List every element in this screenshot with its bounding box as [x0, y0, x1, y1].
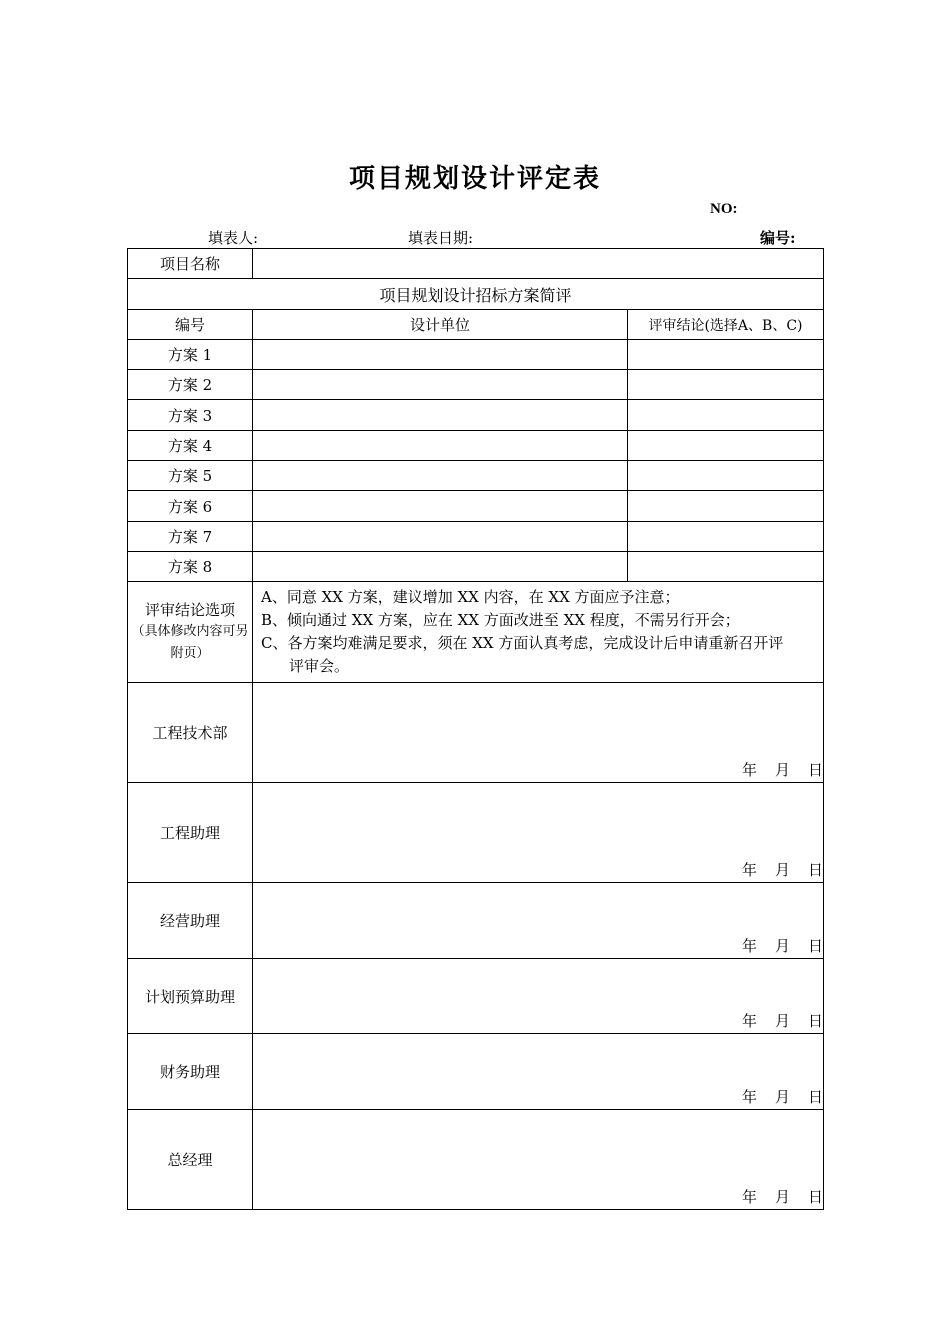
options-note: （具体修改内容可另附页） [131, 624, 249, 661]
scheme-label: 方案 8 [128, 552, 253, 582]
table-row [128, 491, 824, 522]
signoff-field[interactable] [253, 1110, 824, 1210]
scheme-label: 方案 6 [128, 491, 253, 522]
column-header-unit: 设计单位 [253, 310, 628, 340]
scheme-label: 方案 2 [128, 370, 253, 400]
day-label: 日 [807, 1012, 823, 1030]
design-unit-cell[interactable] [253, 491, 628, 522]
signoff-date [724, 1086, 823, 1107]
table-row [128, 552, 824, 582]
options-label: 评审结论选项 [144, 601, 235, 619]
table-row [128, 431, 824, 461]
day-label: 日 [807, 1188, 823, 1206]
signoff-date [724, 1186, 823, 1207]
option-b: B、倾向通过 XX 方案，应在 XX 方面改进至 XX 程度，不需另行开会； [261, 611, 740, 629]
table-row [128, 400, 824, 431]
option-a: A、同意 XX 方案，建议增加 XX 内容，在 XX 方面应予注意； [261, 588, 680, 606]
signoff-date [724, 759, 823, 780]
design-unit-cell[interactable] [253, 400, 628, 431]
year-label: 年 [741, 1188, 757, 1206]
signoff-label: 工程技术部 [128, 683, 253, 783]
column-header-conclusion: 评审结论(选择A、B、C) [628, 310, 824, 340]
scheme-label: 方案 4 [128, 431, 253, 461]
day-label: 日 [807, 761, 823, 779]
signoff-field[interactable] [253, 959, 824, 1034]
design-unit-cell[interactable] [253, 522, 628, 552]
day-label: 日 [807, 1088, 823, 1106]
conclusion-cell[interactable] [628, 491, 824, 522]
section-title: 项目规划设计招标方案简评 [128, 279, 824, 310]
no-label: NO: [710, 201, 738, 217]
month-label: 月 [774, 761, 790, 779]
options-list [253, 582, 824, 683]
scheme-label: 方案 5 [128, 461, 253, 491]
year-label: 年 [741, 761, 757, 779]
options-label-cell [128, 582, 253, 683]
evaluation-table [127, 248, 824, 1210]
fill-date-label: 填表日期: [408, 229, 474, 247]
table-row [128, 522, 824, 552]
signoff-label: 工程助理 [128, 783, 253, 883]
design-unit-cell[interactable] [253, 461, 628, 491]
month-label: 月 [774, 937, 790, 955]
signoff-label: 财务助理 [128, 1034, 253, 1110]
form-number-label: 编号: [760, 229, 796, 247]
year-label: 年 [741, 861, 757, 879]
scheme-label: 方案 7 [128, 522, 253, 552]
design-unit-cell[interactable] [253, 431, 628, 461]
conclusion-cell[interactable] [628, 522, 824, 552]
year-label: 年 [741, 1012, 757, 1030]
conclusion-cell[interactable] [628, 431, 824, 461]
signoff-label: 经营助理 [128, 883, 253, 959]
scheme-label: 方案 3 [128, 400, 253, 431]
column-header-number: 编号 [128, 310, 253, 340]
option-c-continued: 评审会。 [289, 657, 350, 675]
month-label: 月 [774, 1088, 790, 1106]
filler-label: 填表人: [208, 229, 259, 247]
signoff-field[interactable] [253, 883, 824, 959]
year-label: 年 [741, 937, 757, 955]
signoff-label: 计划预算助理 [128, 959, 253, 1034]
table-row [128, 370, 824, 400]
conclusion-cell[interactable] [628, 340, 824, 370]
year-label: 年 [741, 1088, 757, 1106]
signoff-date [724, 1010, 823, 1031]
design-unit-cell[interactable] [253, 370, 628, 400]
day-label: 日 [807, 861, 823, 879]
table-row [128, 461, 824, 491]
signoff-label: 总经理 [128, 1110, 253, 1210]
conclusion-cell[interactable] [628, 370, 824, 400]
conclusion-cell[interactable] [628, 400, 824, 431]
month-label: 月 [774, 1188, 790, 1206]
month-label: 月 [774, 1012, 790, 1030]
project-name-label: 项目名称 [128, 249, 253, 279]
design-unit-cell[interactable] [253, 552, 628, 582]
signoff-date [724, 859, 823, 880]
page-title: 项目规划设计评定表 [348, 164, 601, 194]
scheme-label: 方案 1 [128, 340, 253, 370]
signoff-field[interactable] [253, 683, 824, 783]
day-label: 日 [807, 937, 823, 955]
project-name-field[interactable] [253, 249, 824, 279]
signoff-date [724, 935, 823, 956]
conclusion-cell[interactable] [628, 552, 824, 582]
signoff-field[interactable] [253, 1034, 824, 1110]
table-row [128, 340, 824, 370]
signoff-field[interactable] [253, 783, 824, 883]
conclusion-cell[interactable] [628, 461, 824, 491]
option-c: C、各方案均难满足要求，须在 XX 方面认真考虑，完成设计后申请重新召开评 [261, 634, 784, 652]
design-unit-cell[interactable] [253, 340, 628, 370]
month-label: 月 [774, 861, 790, 879]
